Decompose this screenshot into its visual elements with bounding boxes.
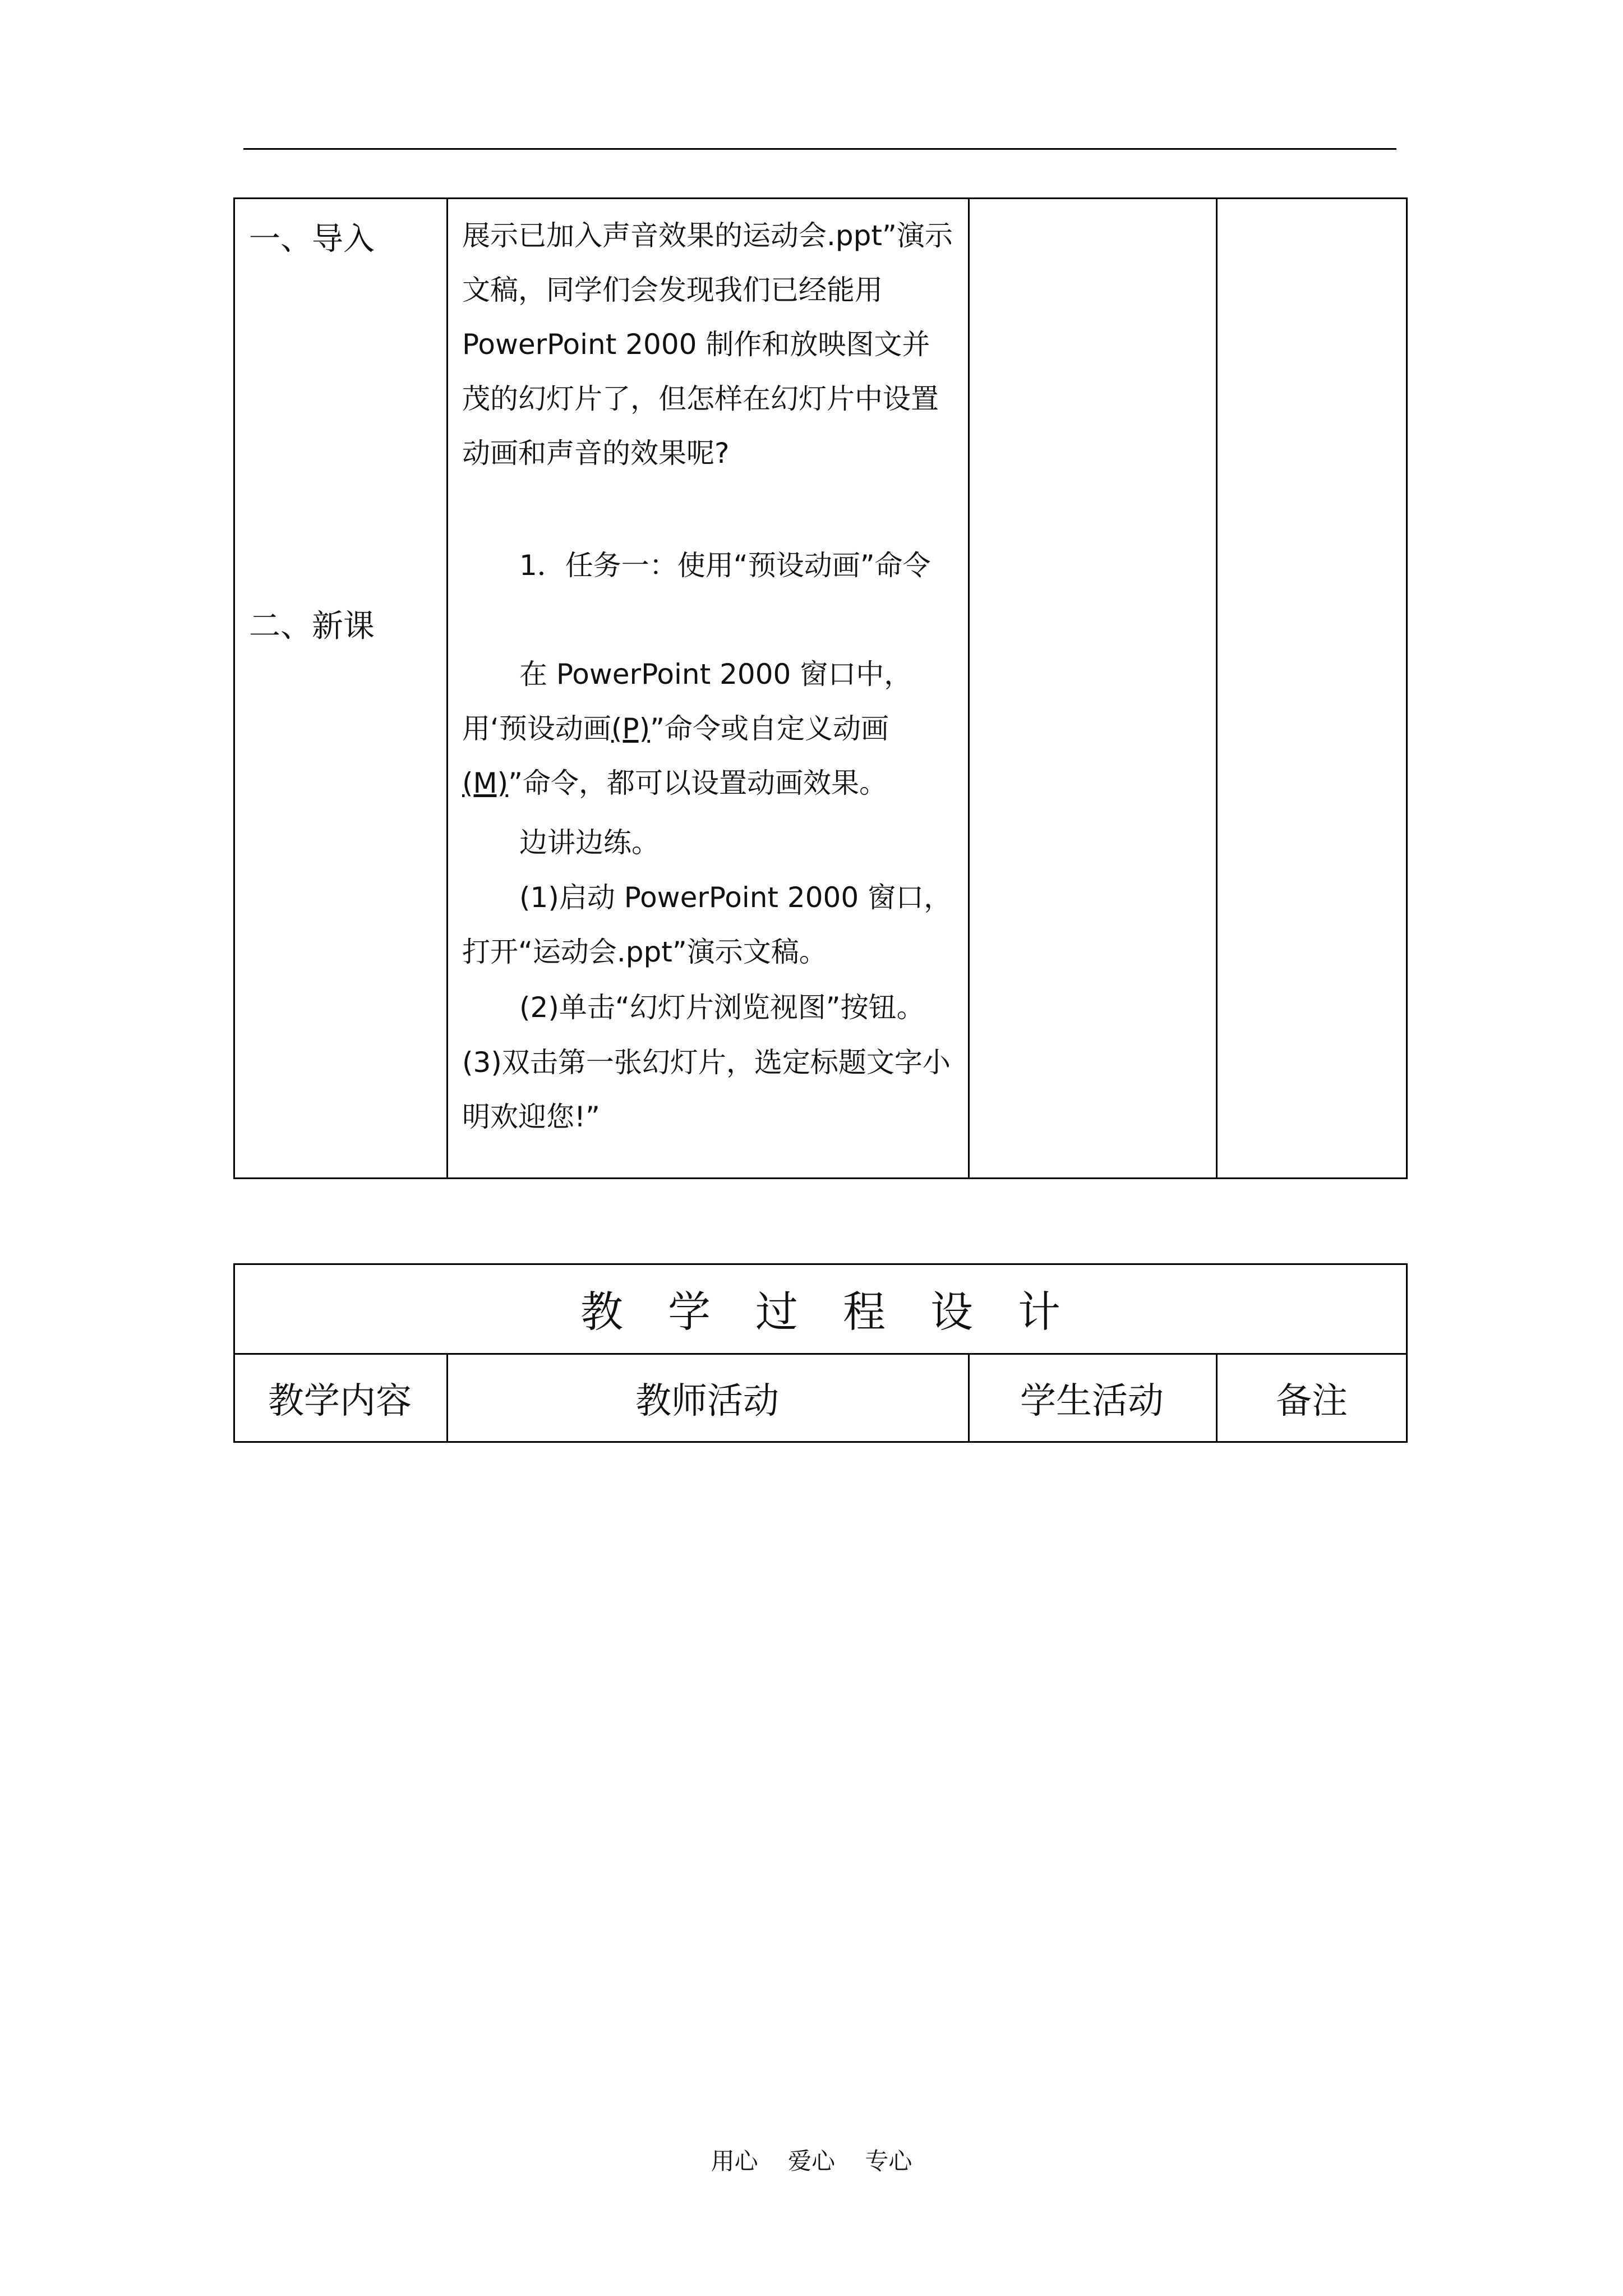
- task-paragraph: [462, 647, 956, 811]
- task-paragraph-prefix: 在 PowerPoint 2000 窗口中，用‘预设动画: [462, 658, 912, 745]
- step-1: (1)启动 PowerPoint 2000 窗口，打开“运动会.ppt”演示文稿。: [462, 881, 952, 968]
- header-teacher-activity: 教师活动: [635, 1381, 779, 1422]
- column-divider: [1216, 197, 1218, 1179]
- section-new-lesson-label: 二、新课: [249, 608, 375, 645]
- header-rule: [243, 148, 1396, 150]
- task-paragraph-mid: ”命令或自定义动画: [650, 712, 889, 745]
- preset-animation-shortcut: (P): [611, 712, 651, 745]
- design-table-title: 教学过程设计: [580, 1286, 1105, 1337]
- task-heading: 1．任务一：使用“预设动画”命令: [519, 549, 931, 582]
- step-2: (2)单击“幻灯片浏览视图”按钮。: [519, 991, 925, 1024]
- task-paragraph-suffix: ”命令，都可以设置动画效果。: [508, 767, 888, 799]
- page-footer: 用心 爱心 专心: [711, 2147, 912, 2175]
- header-teaching-content: 教学内容: [268, 1381, 412, 1422]
- step-3: (3)双击第一张幻灯片，选定标题文字小明欢迎您!”: [462, 1046, 951, 1133]
- column-divider: [446, 197, 448, 1179]
- section-intro-label: 一、导入: [249, 221, 375, 257]
- practice-note: 边讲边练。: [519, 826, 660, 859]
- intro-teacher-activity: 展示已加入声音效果的运动会.ppt”演示文稿，同学们会发现我们已经能用PowerPoint 2000 制作和放映图文并茂的幻灯片了，但怎样在幻灯片中设置动画和声音的效果呢?: [462, 219, 953, 470]
- header-student-activity: 学生活动: [1020, 1381, 1164, 1422]
- column-divider: [968, 197, 970, 1179]
- header-notes: 备注: [1276, 1381, 1348, 1422]
- custom-animation-shortcut: (M): [462, 767, 509, 799]
